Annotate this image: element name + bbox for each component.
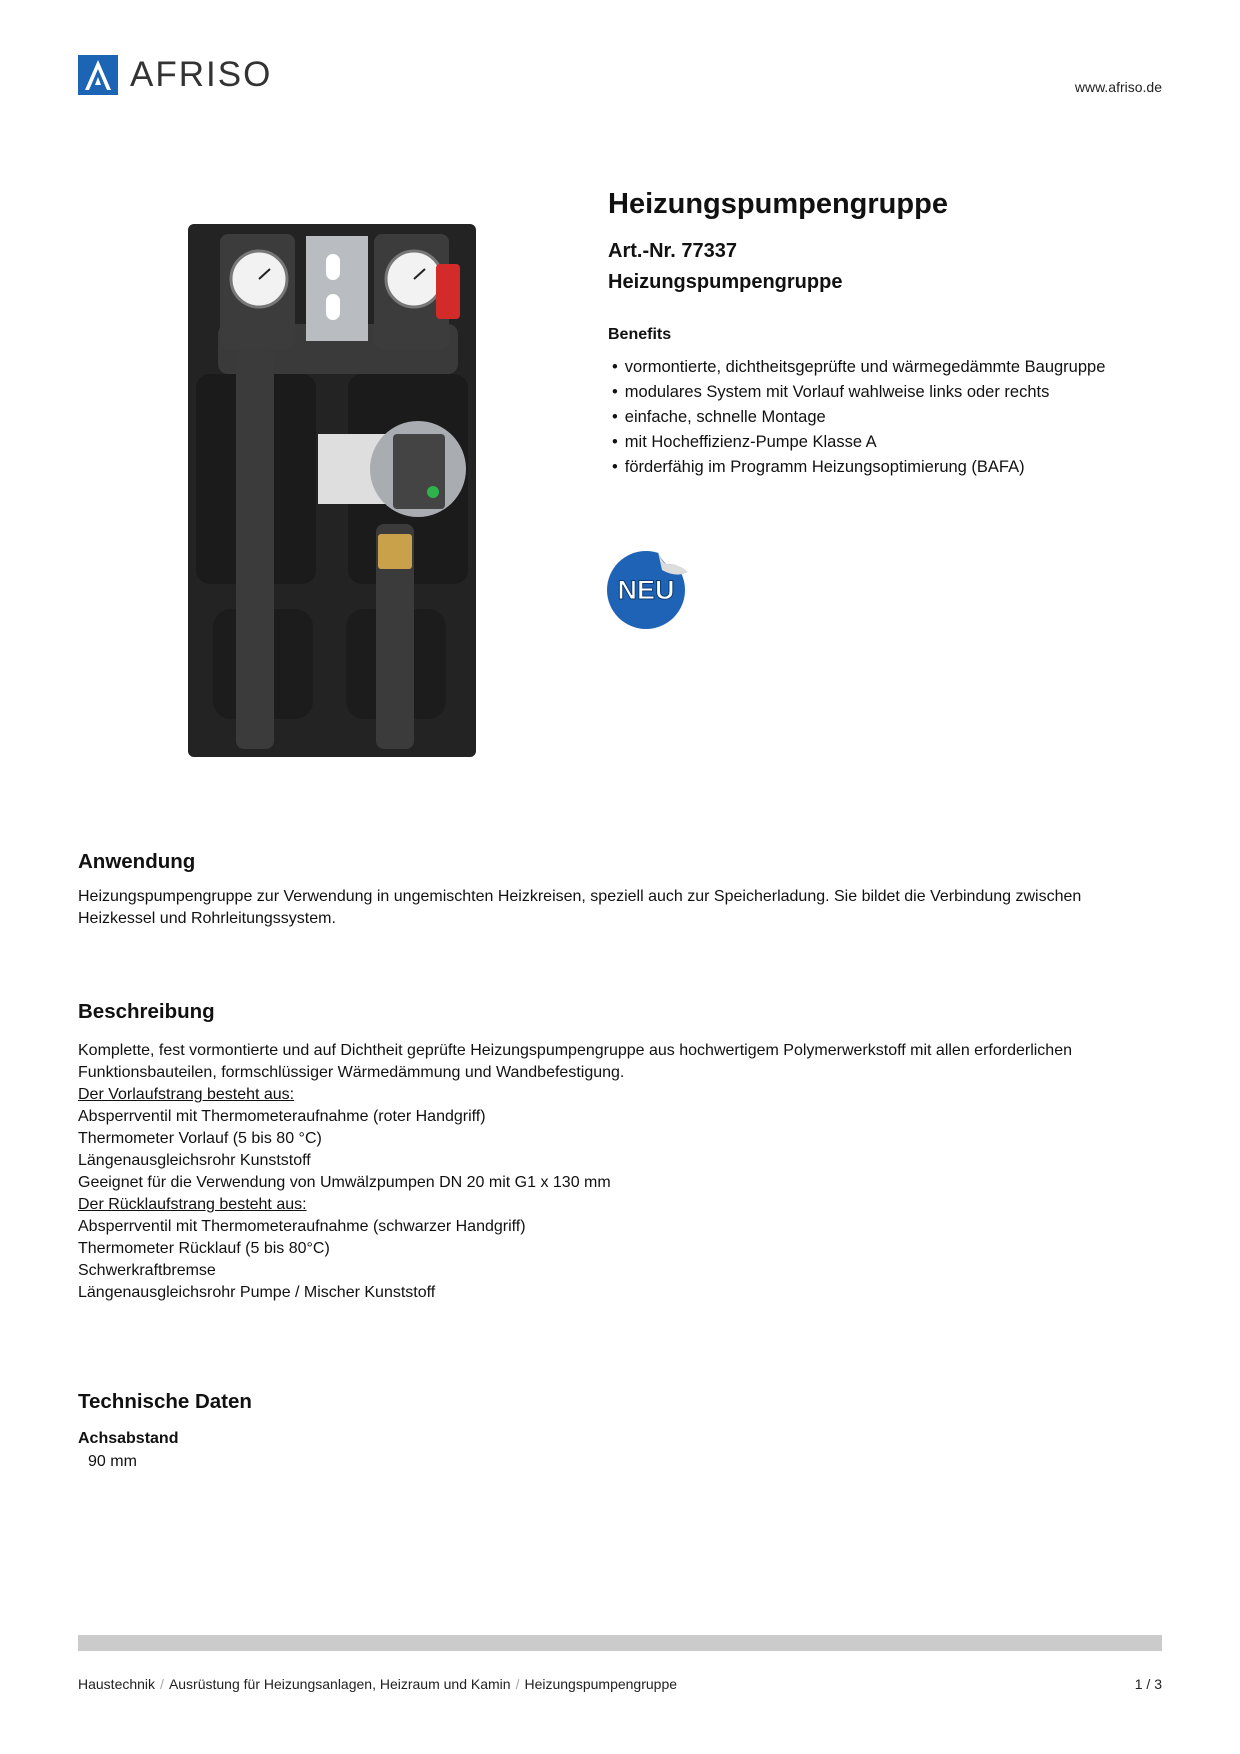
page-number: 1 / 3 — [1134, 1676, 1162, 1692]
product-subtitle: Heizungspumpengruppe — [608, 271, 843, 293]
beschreibung-line: Thermometer Vorlauf (5 bis 80 °C) — [78, 1130, 322, 1147]
beschreibung-line: Schwerkraftbremse — [78, 1262, 216, 1279]
benefit-item: • vormontierte, dichtheitsgeprüfte und wärmegedämmte Baugruppe — [612, 355, 1105, 380]
beschreibung-text — [78, 1040, 1072, 1304]
product-title: Heizungspumpengruppe — [608, 188, 948, 220]
brand-name: AFRISO — [130, 55, 273, 94]
article-number: Art.-Nr. 77337 — [608, 240, 737, 262]
anwendung-text — [78, 886, 1158, 930]
breadcrumb-item[interactable]: Heizungspumpengruppe — [524, 1676, 678, 1692]
afriso-logo-mark-icon — [78, 55, 118, 95]
beschreibung-line: Längenausgleichsrohr Kunststoff — [78, 1152, 311, 1169]
beschreibung-heading: Beschreibung — [78, 1000, 215, 1023]
benefit-item: • einfache, schnelle Montage — [612, 405, 1105, 430]
footer-divider — [78, 1635, 1162, 1651]
achsabstand-value: 90 mm — [88, 1453, 137, 1470]
beschreibung-line: Absperrventil mit Thermometeraufnahme (schwarzer Handgriff) — [78, 1218, 526, 1235]
ruecklauf-subheading: Der Rücklaufstrang besteht aus: — [78, 1196, 307, 1213]
beschreibung-line: Geeignet für die Verwendung von Umwälzpumpen DN 20 mit G1 x 130 mm — [78, 1174, 611, 1191]
anwendung-heading: Anwendung — [78, 850, 196, 873]
website-link[interactable]: www.afriso.de — [1074, 79, 1162, 95]
beschreibung-line: Thermometer Rücklauf (5 bis 80°C) — [78, 1240, 330, 1257]
breadcrumb-separator: / — [515, 1676, 520, 1692]
anwendung-line: Heizkessel und Rohrleitungssystem. — [78, 910, 336, 927]
beschreibung-line: Absperrventil mit Thermometeraufnahme (roter Handgriff) — [78, 1108, 486, 1125]
achsabstand-label: Achsabstand — [78, 1430, 179, 1447]
benefits-heading: Benefits — [608, 326, 672, 343]
breadcrumb — [78, 1676, 677, 1692]
benefits-list — [612, 355, 1105, 480]
beschreibung-line: Komplette, fest vormontierte und auf Dichtheit geprüfte Heizungspumpengruppe aus hochwertigem Polymerwerkstoff mit allen erforderlichen — [78, 1042, 1072, 1059]
breadcrumb-item[interactable]: Haustechnik — [78, 1676, 156, 1692]
new-badge-icon — [606, 548, 690, 630]
product-image — [188, 224, 476, 757]
technische-daten-heading: Technische Daten — [78, 1390, 252, 1413]
vorlauf-subheading: Der Vorlaufstrang besteht aus: — [78, 1086, 295, 1103]
benefit-item: • mit Hocheffizienz-Pumpe Klasse A — [612, 430, 1105, 455]
anwendung-line: Heizungspumpengruppe zur Verwendung in ungemischten Heizkreisen, speziell auch zur Speicherladung. Sie bildet die Verbindung zwischen — [78, 888, 1082, 905]
beschreibung-line: Längenausgleichsrohr Pumpe / Mischer Kunststoff — [78, 1284, 436, 1301]
breadcrumb-separator: / — [160, 1676, 164, 1692]
beschreibung-line: Funktionsbauteilen, formschlüssiger Wärmedämmung und Wandbefestigung. — [78, 1064, 625, 1081]
afriso-logo — [78, 55, 272, 95]
benefit-item: • modulares System mit Vorlauf wahlweise links oder rechts — [612, 380, 1105, 405]
benefit-item: • förderfähig im Programm Heizungsoptimierung (BAFA) — [612, 455, 1105, 480]
new-badge-label: NEU — [617, 575, 675, 605]
breadcrumb-item[interactable]: Ausrüstung für Heizungsanlagen, Heizraum und Kamin — [168, 1676, 511, 1692]
